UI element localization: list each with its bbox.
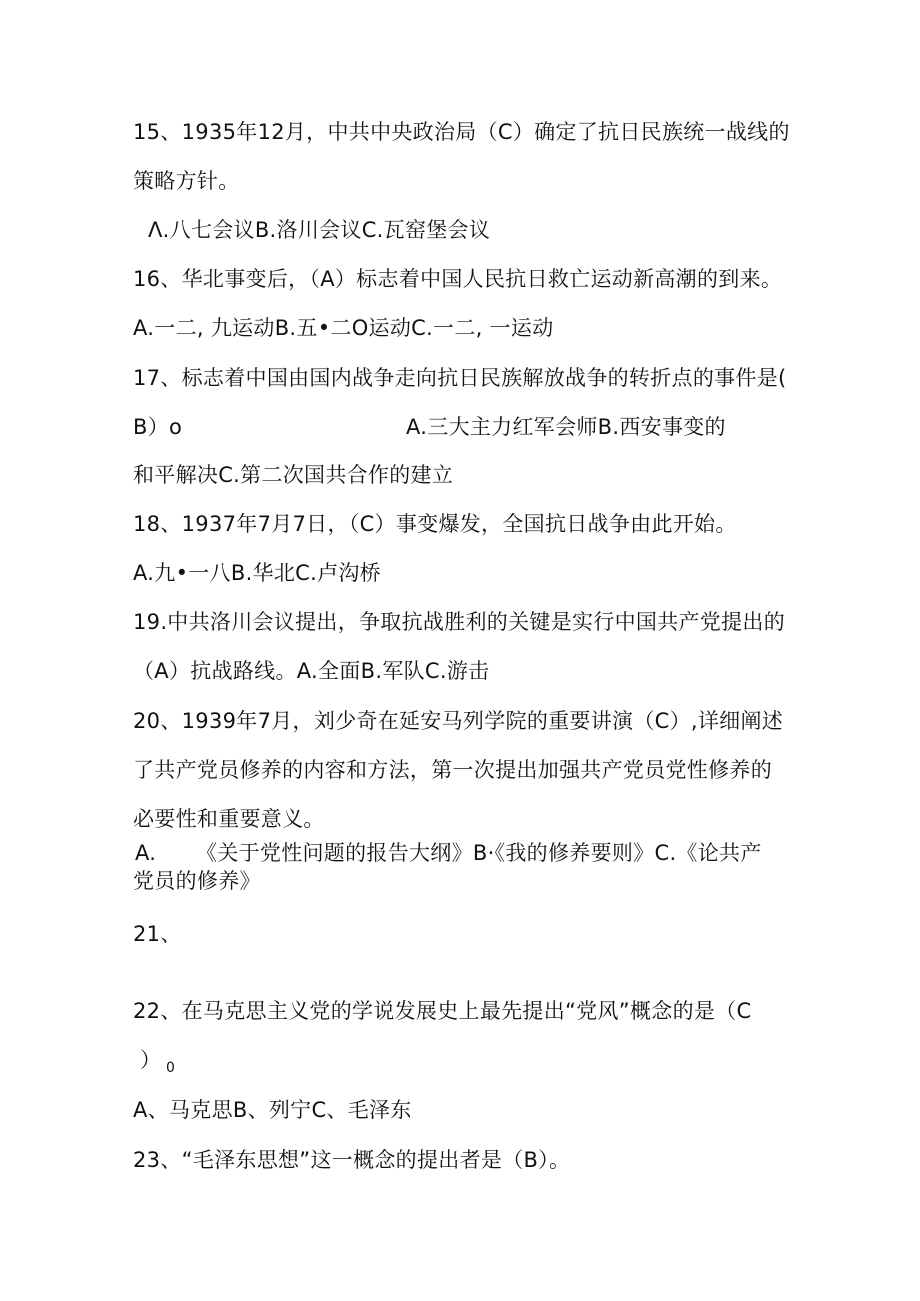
q19-line1: 19.中共洛川会议提出，争取抗战胜利的关键是实行中国共产党提出的 xyxy=(133,610,785,634)
q22-line1: 22、在马克思主义党的学说发展史上最先提出“党风”概念的是（C xyxy=(133,999,752,1023)
q22-options: A、马克思B、列宁C、毛泽东 xyxy=(133,1098,412,1122)
q17-line3: 和平解决C.第二次国共合作的建立 xyxy=(133,463,454,487)
q20-options-rest: 《关于党性问题的报告大纲》B·《我的修养要则》C.《论共产 xyxy=(196,841,762,865)
q19-line2: （A）抗战路线。A.全面B.军队C.游击 xyxy=(133,659,490,683)
q21-line1: 21、 xyxy=(133,922,182,946)
q23-line1: 23、“毛泽东思想”这一概念的提出者是（B）。 xyxy=(133,1148,571,1172)
q16-line1: 16、华北事变后，（A）标志着中国人民抗日救亡运动新高潮的到来。 xyxy=(133,267,783,291)
q22-line2a: ） xyxy=(140,1048,162,1072)
q15-options: Λ.八七会议B.洛川会议C.瓦窑堡会议 xyxy=(148,218,491,242)
q16-options: A.一二, 九运动B.五•二O运动C.一二, 一运动 xyxy=(133,316,554,340)
q17-line2b: A.三大主力红军会师B.西安事变的 xyxy=(406,415,726,439)
q17-line1: 17、标志着中国由国内战争走向抗日民族解放战争的转折点的事件是( xyxy=(133,366,787,390)
q18-options: A.九•一八B.华北C.卢沟桥 xyxy=(133,561,381,585)
q20-line2: 了共产党员修养的内容和方法，第一次提出加强共产党员党性修养的 xyxy=(133,758,772,782)
q15-line1: 15、1935年12月，中共中央政治局（C）确定了抗日民族统一战线的 xyxy=(133,120,790,144)
q18-line1: 18、1937年7月7日，（C）事变爆发，全国抗日战争由此开始。 xyxy=(133,512,737,536)
q15-line2: 策略方针。 xyxy=(133,169,240,193)
q20-options-a: A. xyxy=(135,841,157,865)
q22-line2b: 0 xyxy=(166,1060,176,1076)
q20-options-cont: 党员的修养》 xyxy=(133,869,261,893)
q17-line2a: B）o xyxy=(133,415,183,439)
q20-line3: 必要性和重要意义。 xyxy=(133,807,325,831)
q20-line1: 20、1939年7月，刘少奇在延安马列学院的重要讲演（C）,详细阐述 xyxy=(133,709,784,733)
